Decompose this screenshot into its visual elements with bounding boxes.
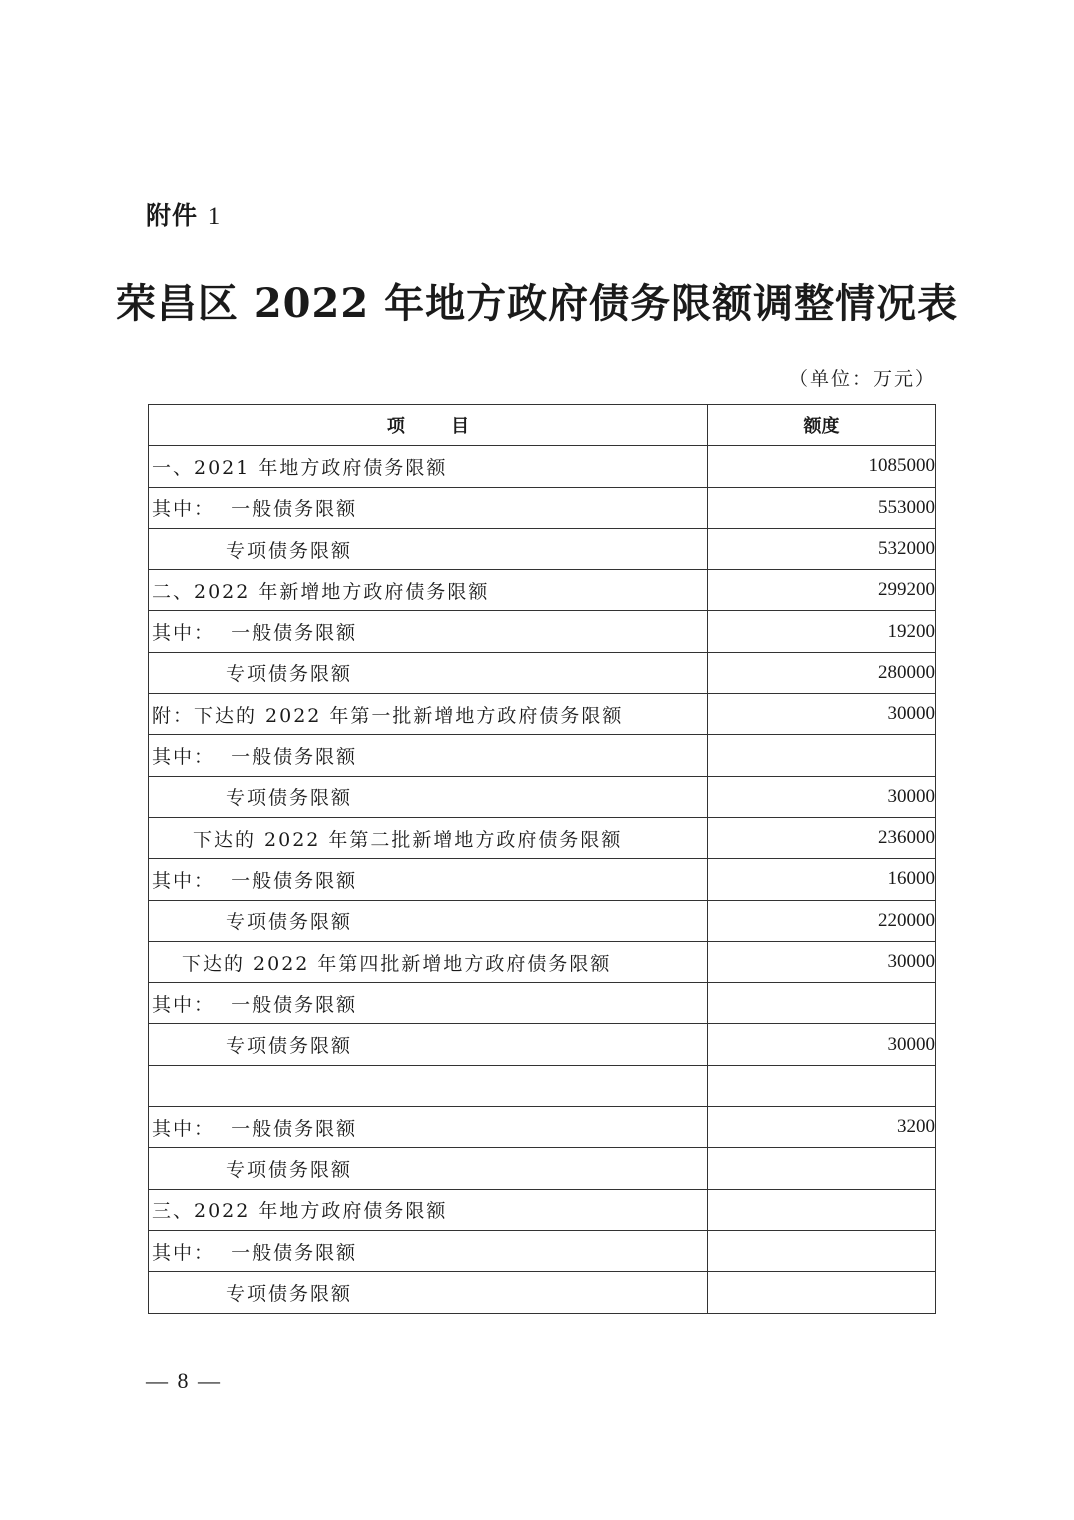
row-amount: 299200 (708, 570, 936, 611)
row-item: 专项债务限额 (149, 900, 708, 941)
table-row (149, 528, 936, 569)
row-item: 其中： 一般债务限额 (149, 487, 708, 528)
row-amount: 3200 (708, 1107, 936, 1148)
row-amount: 30000 (708, 941, 936, 982)
row-amount: 1085000 (708, 446, 936, 487)
row-item (149, 1065, 708, 1106)
table-row (149, 1107, 936, 1148)
table-row (149, 487, 936, 528)
table-row (149, 900, 936, 941)
row-item: 专项债务限额 (149, 776, 708, 817)
row-amount: 30000 (708, 1024, 936, 1065)
row-amount: 30000 (708, 776, 936, 817)
row-item: 专项债务限额 (149, 528, 708, 569)
row-amount: 19200 (708, 611, 936, 652)
row-amount: 553000 (708, 487, 936, 528)
row-item: 其中： 一般债务限额 (149, 859, 708, 900)
row-amount: 220000 (708, 900, 936, 941)
attachment-text: 附件 (146, 201, 199, 230)
row-amount: 16000 (708, 859, 936, 900)
header-item: 项 目 (149, 405, 708, 446)
row-amount (708, 983, 936, 1024)
row-amount (708, 1148, 936, 1189)
table-row (149, 735, 936, 776)
table-row (149, 694, 936, 735)
row-item: 其中： 一般债务限额 (149, 1107, 708, 1148)
table-row (149, 776, 936, 817)
table-row (149, 1189, 936, 1230)
table-row (149, 983, 936, 1024)
row-item: 其中： 一般债务限额 (149, 735, 708, 776)
row-amount (708, 1230, 936, 1271)
table-row (149, 1065, 936, 1106)
row-item: 下达的 2022 年第二批新增地方政府债务限额 (149, 817, 708, 858)
table-row (149, 941, 936, 982)
page-title: 荣昌区 2022 年地方政府债务限额调整情况表 (115, 280, 959, 327)
attachment-number: 1 (207, 203, 222, 230)
header-amount: 额度 (708, 405, 936, 446)
row-amount: 532000 (708, 528, 936, 569)
row-amount: 30000 (708, 694, 936, 735)
row-item: 其中： 一般债务限额 (149, 1230, 708, 1271)
table-row (149, 446, 936, 487)
row-item: 附：下达的 2022 年第一批新增地方政府债务限额 (149, 694, 708, 735)
table-row (149, 859, 936, 900)
unit-label: （单位：万元） (788, 368, 936, 390)
attachment-label (146, 196, 221, 232)
table-row (149, 1148, 936, 1189)
table-row (149, 1230, 936, 1271)
table-row (149, 1272, 936, 1313)
row-item: 一、2021 年地方政府债务限额 (149, 446, 708, 487)
table-row (149, 570, 936, 611)
row-item: 其中： 一般债务限额 (149, 611, 708, 652)
row-item: 二、2022 年新增地方政府债务限额 (149, 570, 708, 611)
row-item: 专项债务限额 (149, 1148, 708, 1189)
page-number: — 8 — (146, 1368, 222, 1393)
table-body (149, 446, 936, 1313)
row-amount (708, 1272, 936, 1313)
row-item: 专项债务限额 (149, 1024, 708, 1065)
row-item: 专项债务限额 (149, 652, 708, 693)
row-item: 其中： 一般债务限额 (149, 983, 708, 1024)
table-row (149, 1024, 936, 1065)
row-item: 下达的 2022 年第四批新增地方政府债务限额 (149, 941, 708, 982)
debt-limit-table (148, 404, 936, 1314)
row-item: 三、2022 年地方政府债务限额 (149, 1189, 708, 1230)
row-item: 专项债务限额 (149, 1272, 708, 1313)
table-header-row (149, 405, 936, 446)
table-row (149, 817, 936, 858)
row-amount: 236000 (708, 817, 936, 858)
row-amount (708, 735, 936, 776)
row-amount (708, 1189, 936, 1230)
table-row (149, 652, 936, 693)
table-row (149, 611, 936, 652)
row-amount: 280000 (708, 652, 936, 693)
row-amount (708, 1065, 936, 1106)
